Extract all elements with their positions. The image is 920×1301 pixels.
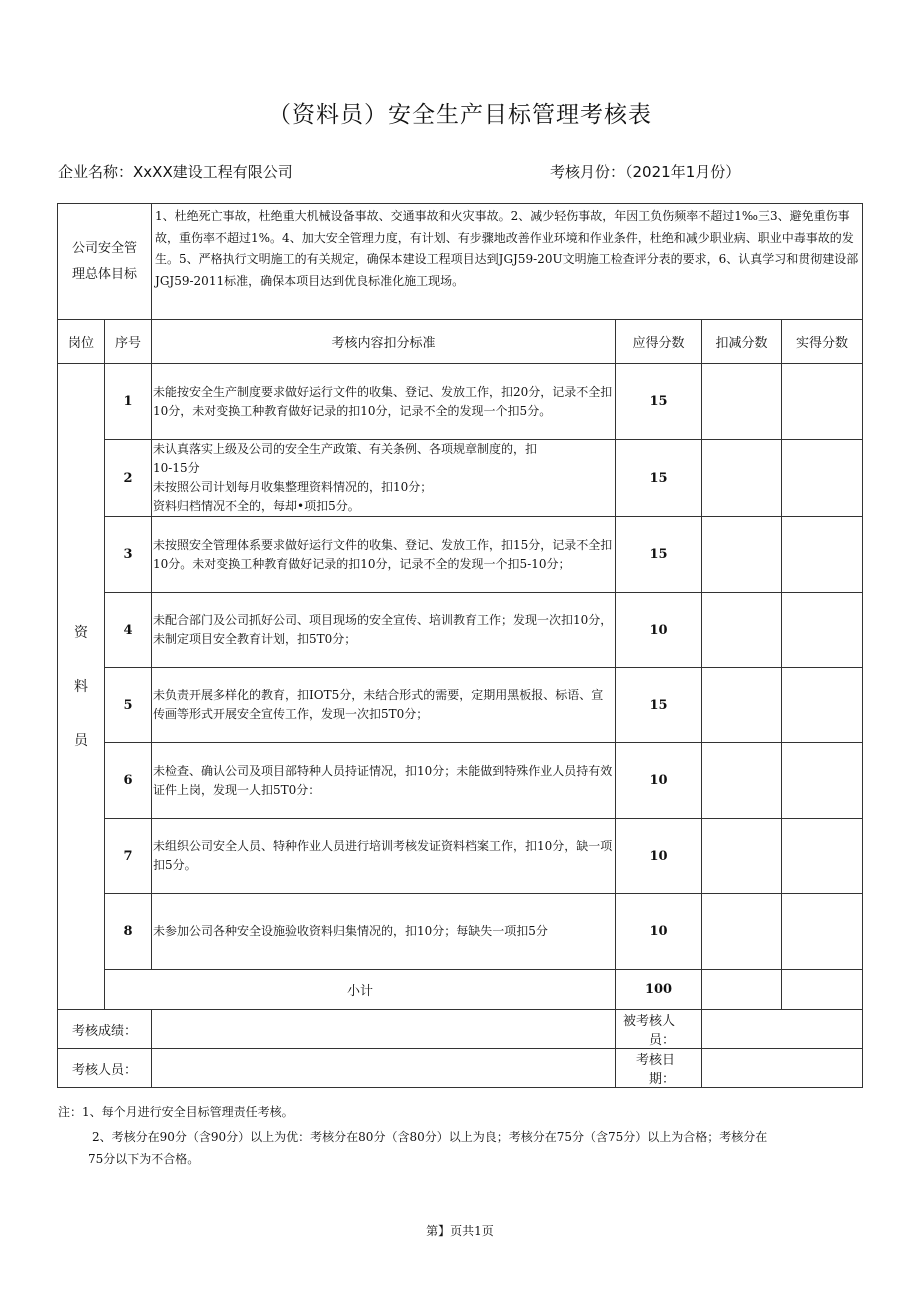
footer-row-2 [58, 1049, 863, 1088]
row-due-score: 10 [616, 819, 702, 894]
row-deduct-score[interactable] [702, 593, 782, 668]
row-due-score: 10 [616, 593, 702, 668]
company-info [58, 161, 293, 182]
period-value: （2021年1月份） [625, 163, 741, 181]
row-number: 4 [105, 593, 152, 668]
row-deduct-score[interactable] [702, 364, 782, 440]
result-field[interactable] [152, 1010, 616, 1049]
page-number: 第】页共1页 [426, 1224, 494, 1238]
row-due-score: 10 [616, 743, 702, 819]
note-line-3: 75分以下为不合格。 [88, 1152, 200, 1166]
header-criteria: 考核内容扣分标准 [152, 320, 616, 364]
page-title: （资料员）安全生产目标管理考核表 [268, 102, 652, 128]
result-label: 考核成绩： [58, 1010, 152, 1049]
table-row [58, 364, 863, 440]
goal-label-line1: 公司安全管 [72, 240, 138, 256]
company-name: XxXX建设工程有限公司 [133, 163, 293, 181]
row-criteria: 未配合部门及公司抓好公司、项目现场的安全宣传、培训教育工作；发现一次扣10分，未制定项目安全教育计划，扣5T0分； [152, 593, 616, 668]
note-line-2: 2、考核分在90分（含90分）以上为优：考核分在80分（含80分）以上为良；考核分在75分（含75分）以上为合格；考核分在 [92, 1130, 768, 1144]
row-deduct-score[interactable] [702, 668, 782, 743]
row-criteria: 未负责开展多样化的教育，扣IOT5分，未结合形式的需要，定期用黑板报、标语、宣传画等形式开展安全宣传工作，发现一次扣5T0分； [152, 668, 616, 743]
date-label: 考核日期： [616, 1049, 702, 1088]
row-criteria [152, 440, 616, 517]
assessee-label: 被考核人员： [616, 1010, 702, 1049]
row-due-score: 15 [616, 517, 702, 593]
row-deduct-score[interactable] [702, 894, 782, 970]
row-due-score: 15 [616, 668, 702, 743]
subtotal-label: 小计 [105, 970, 616, 1010]
header-row [58, 320, 863, 364]
company-label: 企业名称： [58, 163, 134, 181]
notes [58, 1101, 858, 1170]
subtotal-actual[interactable] [782, 970, 863, 1010]
role-cell [58, 364, 105, 1010]
assessor-field[interactable] [152, 1049, 616, 1088]
assessor-label: 考核人员： [58, 1049, 152, 1088]
role-char-3: 员 [74, 732, 88, 749]
header-deduct-score: 扣减分数 [702, 320, 782, 364]
row-actual-score[interactable] [782, 440, 863, 517]
header-role: 岗位 [58, 320, 105, 364]
table-row [58, 593, 863, 668]
goal-text: 1、杜绝死亡事故，杜绝重大机械设备事故、交通事故和火灾事故。2、减少轻伤事故，年因工负伤频率不超过1‰三3、避免重伤事故，重伤率不超过1%。4、加大安全管理力度，有计划、有步骤地改善作业环境和作业条件，杜绝和减少职业病、职业中毒事故的发生。5、严格执行文明施工的有关规定，确保本建设工程项目达到JGJ59-20U文明施工检查评分表的要求，6、认真学习和贯彻建设部JGJ59-2011标准，确保本项目达到优良标准化施工现场。 [152, 204, 863, 320]
row-actual-score[interactable] [782, 517, 863, 593]
period-info [550, 161, 740, 182]
assessment-table [57, 203, 863, 1088]
row-criteria-line: 未认真落实上级及公司的安全生产政策、有关条例、各项规章制度的，扣 [153, 442, 538, 456]
row-actual-score[interactable] [782, 819, 863, 894]
role-char-2: 料 [74, 678, 88, 695]
row-due-score: 10 [616, 894, 702, 970]
table-row [58, 819, 863, 894]
row-deduct-score[interactable] [702, 819, 782, 894]
row-criteria: 未参加公司各种安全设施验收资料归集情况的，扣10分；每缺失一项扣5分 [152, 894, 616, 970]
goal-label-line2: 理总体目标 [72, 266, 138, 282]
subtotal-deduct[interactable] [702, 970, 782, 1010]
subtotal-row [58, 970, 863, 1010]
row-actual-score[interactable] [782, 364, 863, 440]
subtotal-value: 100 [616, 970, 702, 1010]
row-actual-score[interactable] [782, 743, 863, 819]
goal-label [58, 204, 152, 320]
row-number: 2 [105, 440, 152, 517]
row-deduct-score[interactable] [702, 517, 782, 593]
table-row [58, 743, 863, 819]
row-actual-score[interactable] [782, 668, 863, 743]
goal-row [58, 204, 863, 320]
row-deduct-score[interactable] [702, 743, 782, 819]
role-char-1: 资 [74, 624, 88, 641]
row-criteria-line: 资料归档情况不全的，每却•项扣5分。 [153, 499, 360, 513]
header-due-score: 应得分数 [616, 320, 702, 364]
row-actual-score[interactable] [782, 593, 863, 668]
row-criteria: 未能按安全生产制度要求做好运行文件的收集、登记、发放工作，扣20分，记录不全扣10分，未对变换工种教育做好记录的扣10分，记录不全的发现一个扣5分。 [152, 364, 616, 440]
header-no: 序号 [105, 320, 152, 364]
row-criteria: 未组织公司安全人员、特种作业人员进行培训考核发证资料档案工作，扣10分，缺一项扣5分。 [152, 819, 616, 894]
row-number: 1 [105, 364, 152, 440]
table-row [58, 517, 863, 593]
row-criteria-line: 10-15分 [153, 461, 200, 475]
period-label: 考核月份： [550, 163, 626, 181]
header-actual-score: 实得分数 [782, 320, 863, 364]
row-number: 5 [105, 668, 152, 743]
row-number: 8 [105, 894, 152, 970]
row-due-score: 15 [616, 364, 702, 440]
row-number: 3 [105, 517, 152, 593]
footer-row-1 [58, 1010, 863, 1049]
row-criteria-line: 未按照公司计划每月收集整理资料情况的，扣10分； [153, 480, 433, 494]
row-criteria: 未检查、确认公司及项目部特种人员持证情况，扣10分；未能做到特殊作业人员持有效证件上岗，发现一人扣5T0分： [152, 743, 616, 819]
table-row [58, 894, 863, 970]
table-row [58, 440, 863, 517]
assessee-field[interactable] [702, 1010, 863, 1049]
row-criteria: 未按照安全管理体系要求做好运行文件的收集、登记、发放工作，扣15分，记录不全扣10分。未对变换工种教育做好记录的扣10分，记录不全的发现一个扣5-10分； [152, 517, 616, 593]
table-row [58, 668, 863, 743]
row-actual-score[interactable] [782, 894, 863, 970]
row-number: 7 [105, 819, 152, 894]
date-field[interactable] [702, 1049, 863, 1088]
note-line-1: 注：1、每个月进行安全目标管理责任考核。 [58, 1105, 294, 1119]
row-deduct-score[interactable] [702, 440, 782, 517]
row-number: 6 [105, 743, 152, 819]
row-due-score: 15 [616, 440, 702, 517]
